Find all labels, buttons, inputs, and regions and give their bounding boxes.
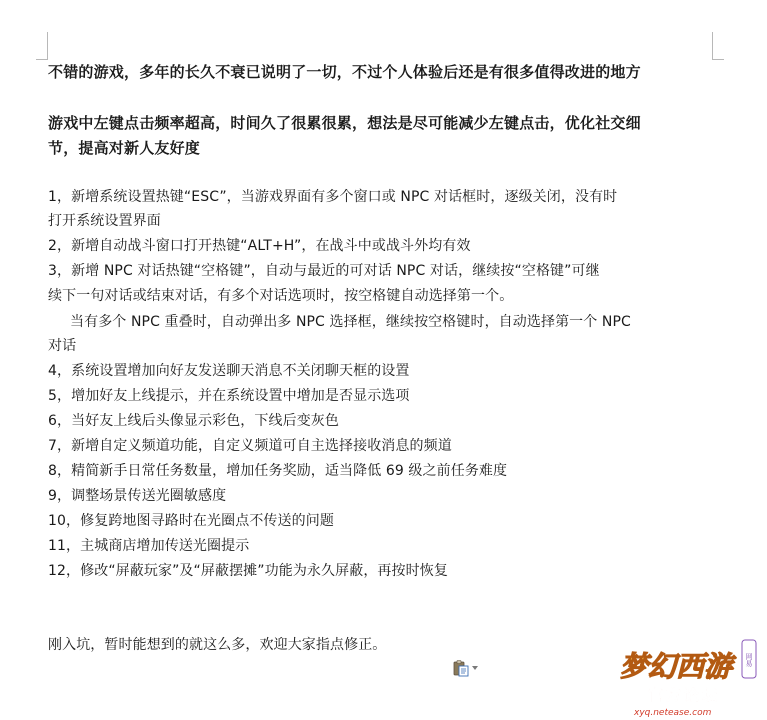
heading-line: 不错的游戏，多年的长久不衰已说明了一切，不过个人体验后还是有很多值得改进的地方 [48, 63, 641, 81]
list-line: 6，当好友上线后头像显示彩色，下线后变灰色 [48, 413, 340, 429]
list-line: 打开系统设置界面 [48, 213, 161, 229]
forum-watermark-logo [616, 636, 760, 718]
list-line: 1，新增系统设置热键“ESC”，当游戏界面有多个窗口或 NPC 对话框时，逐级关闭，没有时 [48, 189, 618, 205]
watermark-badge-text: 官方论坛 [648, 686, 721, 704]
intro-line-1: 游戏中左键点击频率超高，时间久了很累很累，想法是尽可能减少左键点击，优化社交细 [48, 114, 641, 132]
watermark-url: xyq.netease.com [634, 708, 712, 718]
closing-line: 刚入坑，暂时能想到的就这么多，欢迎大家指点修正。 [48, 637, 387, 653]
list-line: 3，新增 NPC 对话热键“空格键”，自动与最近的可对话 NPC 对话，继续按“空格键”可继 [48, 263, 600, 279]
chevron-down-icon[interactable] [472, 666, 478, 670]
page-corner-mark-top-right [712, 32, 724, 60]
list-line: 8，精简新手日常任务数量，增加任务奖励，适当降低 69 级之前任务难度 [48, 463, 508, 479]
list-line: 12，修改“屏蔽玩家”及“屏蔽摆摊”功能为永久屏蔽，再按时恢复 [48, 563, 448, 579]
list-line: 续下一句对话或结束对话，有多个对话选项时，按空格键自动选择第一个。 [48, 288, 514, 304]
intro-line-2: 节，提高对新人友好度 [48, 139, 201, 157]
list-line: 9，调整场景传送光圈敏感度 [48, 488, 227, 504]
paste-options-icon[interactable] [452, 659, 470, 677]
list-line: 11，主城商店增加传送光圈提示 [48, 538, 250, 554]
list-line: 2，新增自动战斗窗口打开热键“ALT+H”，在战斗中或战斗外均有效 [48, 238, 471, 254]
watermark-side-text: 网易 [745, 653, 753, 667]
page-corner-mark-top-left [36, 32, 48, 60]
list-line: 5，增加好友上线提示，并在系统设置中增加是否显示选项 [48, 388, 410, 404]
list-line: 当有多个 NPC 重叠时，自动弹出多 NPC 选择框，继续按空格键时，自动选择第一个 NPC [70, 314, 631, 330]
watermark-logo-text: 梦幻西游 [620, 650, 733, 683]
list-line: 4，系统设置增加向好友发送聊天消息不关闭聊天框的设置 [48, 363, 410, 379]
list-line: 10，修复跨地图寻路时在光圈点不传送的问题 [48, 513, 334, 529]
list-line: 7，新增自定义频道功能，自定义频道可自主选择接收消息的频道 [48, 438, 452, 454]
list-line: 对话 [48, 338, 77, 354]
